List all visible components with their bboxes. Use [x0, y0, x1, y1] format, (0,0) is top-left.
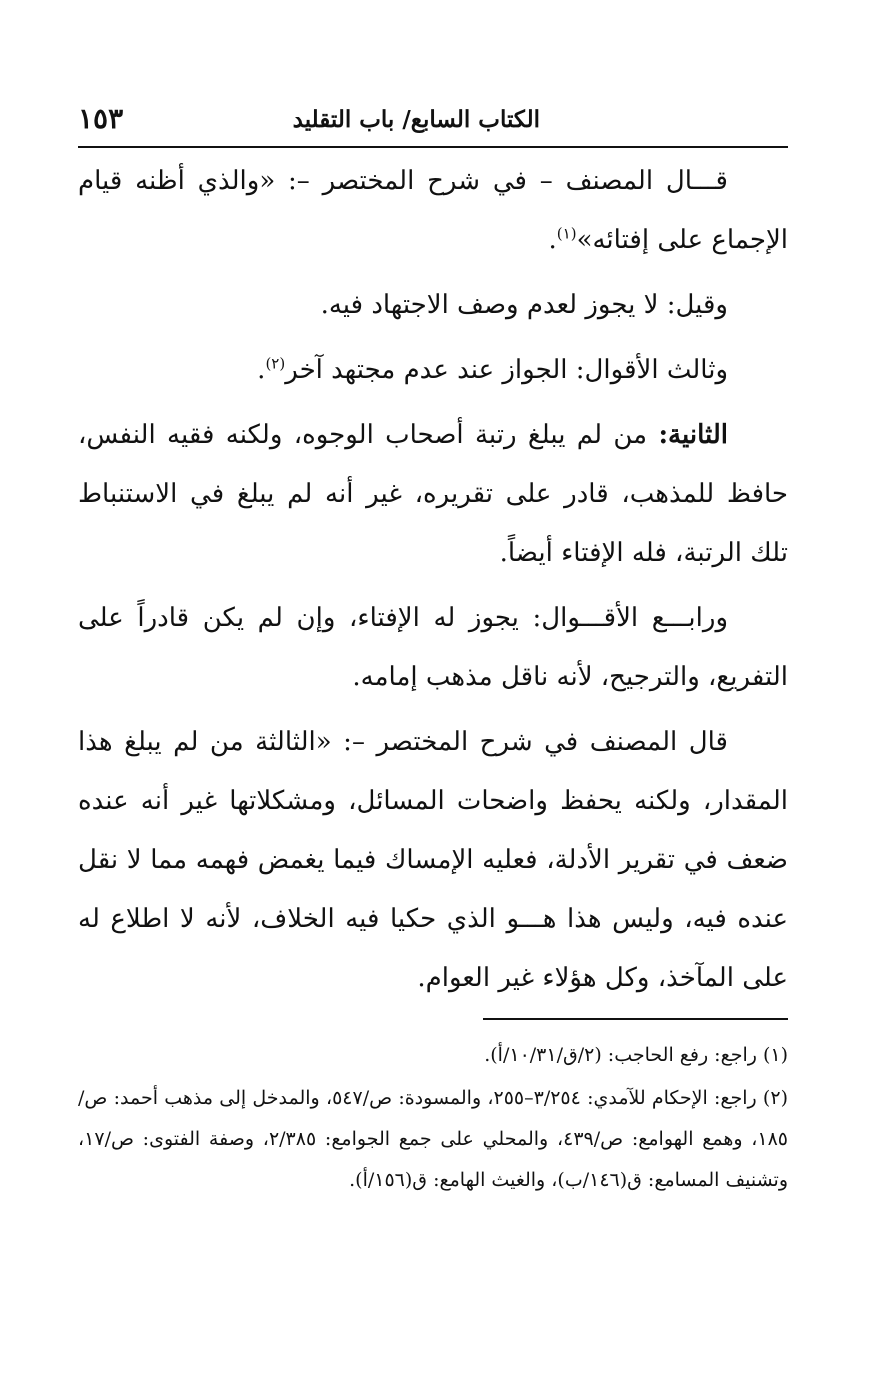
paragraph-4-label: الثانية: [658, 420, 728, 450]
header-rule [78, 146, 788, 148]
footnote-ref-1: (١) [556, 224, 577, 243]
paragraph-5: ورابـــع الأقـــوال: يجوز له الإفتاء، وإن لم يكن قادراً على التفريع، والترجيح، لأنه ناقل مذهب إمامه. [78, 603, 788, 692]
paragraph-3-end: . [257, 355, 266, 385]
paragraph-1-end: . [548, 225, 557, 255]
paragraph-3 [78, 341, 788, 400]
paragraph-1 [78, 152, 788, 270]
footnote-1: (١) راجع: رفع الحاجب: (٢/ق/١٠/٣١/أ). [484, 1044, 788, 1066]
page-header [78, 98, 788, 142]
main-text [78, 152, 788, 1014]
paragraph-6: قال المصنف في شرح المختصر –: «الثالثة من لم يبلغ هذا المقدار، ولكنه يحفظ واضحات المسائل، ومشكلاتها غير أنه عنده ضعف في تقرير الأدلة، فعليه الإمساك فيما يغمض فهمه مما لا نقل عنده فيه، وليس هذا هـــو الذي حكيا فيه الخلاف، لأنه لا اطلاع له على المآخذ، وكل هؤلاء غير العوام. [78, 727, 788, 993]
paragraph-4 [78, 406, 788, 583]
footnote-ref-2: (٢) [265, 354, 286, 373]
footnote-rule [483, 1018, 788, 1020]
paragraph-1-text: قـــال المصنف – في شرح المختصر –: «والذي أظنه قيام الإجماع على إفتائه» [78, 166, 788, 255]
paragraph-4-text: من لم يبلغ رتبة أصحاب الوجوه، ولكنه فقيه النفس، حافظ للمذهب، قادر على تقريره، غير أنه لم يبلغ في الاستنباط تلك الرتبة، فله الإفتاء أيضاً. [78, 420, 788, 568]
paragraph-2: وقيل: لا يجوز لعدم وصف الاجتهاد فيه. [320, 290, 728, 320]
footnote-2: (٢) راجع: الإحكام للآمدي: ٣/٢٥٤–٢٥٥، والمسودة: ص/٥٤٧، والمدخل إلى مذهب أحمد: ص/١٨٥، وهمع الهوامع: ص/٤٣٩، والمحلي على جمع الجوامع: ٢/٣٨٥، وصفة الفتوى: ص/١٧، وتشنيف المسامع: ق(١٤٦/ب)، والغيث الهامع: ق(١٥٦/أ). [78, 1087, 789, 1191]
running-title: الكتاب السابع/ باب التقليد [292, 106, 540, 133]
footnotes [78, 1035, 788, 1203]
page-number: ١٥٣ [78, 102, 124, 135]
paragraph-3-text: وثالث الأقوال: الجواز عند عدم مجتهد آخر [285, 355, 728, 385]
